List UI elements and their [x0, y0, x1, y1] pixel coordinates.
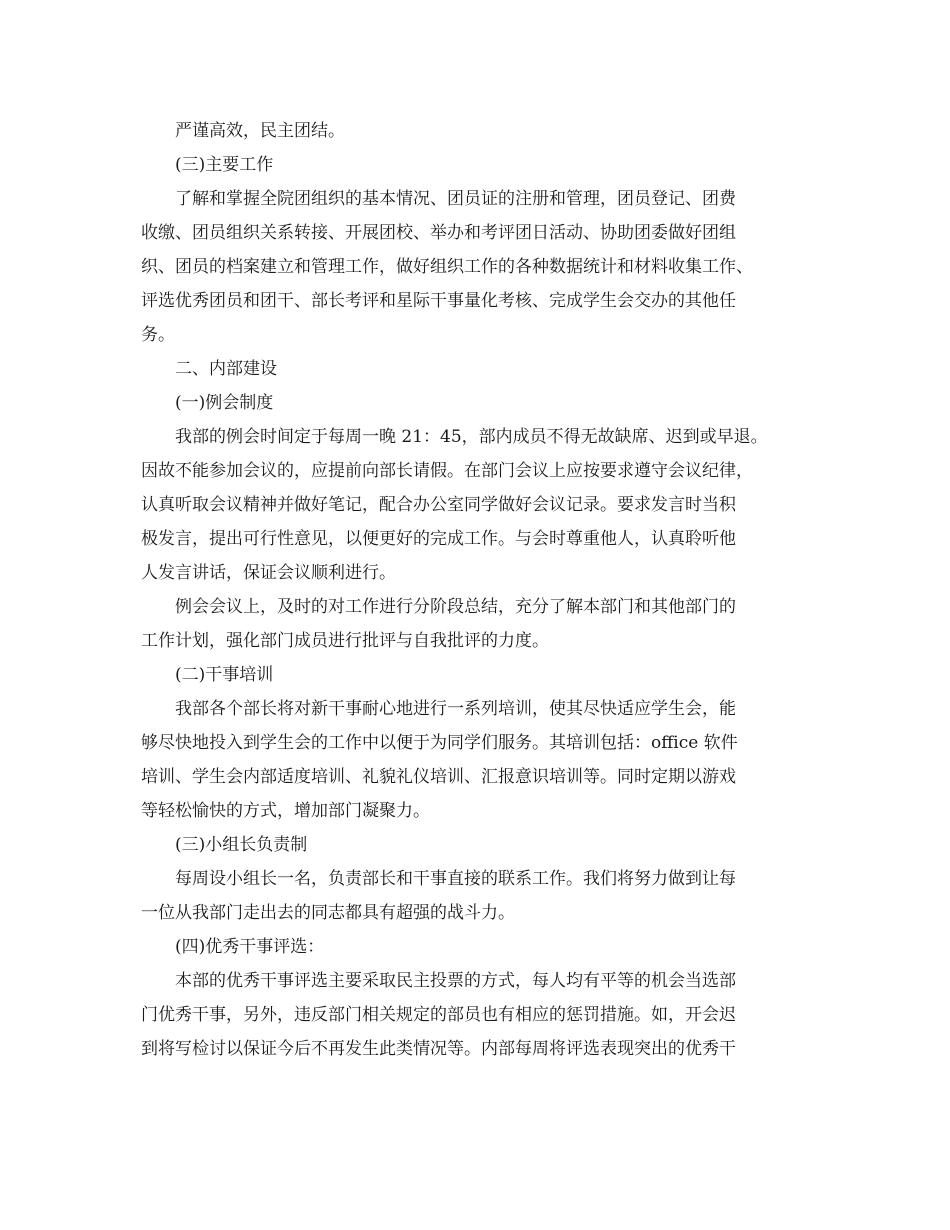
section-heading: (一)例会制度 — [175, 393, 274, 413]
paragraph-line: 例会会议上，及时的对工作进行分阶段总结，充分了解本部门和其他部门的 — [175, 597, 736, 617]
paragraph-line: 门优秀干事，另外，违反部门相关规定的部员也有相应的惩罚措施。如，开会迟 — [141, 1005, 736, 1025]
paragraph-line: 认真听取会议精神并做好笔记，配合办公室同学做好会议记录。要求发言时当积 — [141, 495, 736, 515]
paragraph-line: 等轻松愉快的方式，增加部门凝聚力。 — [141, 801, 430, 821]
paragraph-line: 务。 — [141, 325, 175, 345]
section-heading: 二、内部建设 — [175, 359, 277, 379]
section-heading: (三)小组长负责制 — [175, 835, 308, 855]
paragraph-line: 工作计划，强化部门成员进行批评与自我批评的力度。 — [141, 631, 549, 651]
paragraph-line: 一位从我部门走出去的同志都具有超强的战斗力。 — [141, 903, 515, 923]
section-heading: (二)干事培训 — [175, 665, 274, 685]
paragraph-line: 培训、学生会内部适度培训、礼貌礼仪培训、汇报意识培训等。同时定期以游戏 — [141, 767, 736, 787]
paragraph-line: 了解和掌握全院团组织的基本情况、团员证的注册和管理，团员登记、团费 — [175, 189, 736, 209]
paragraph-line: 每周设小组长一名，负责部长和干事直接的联系工作。我们将努力做到让每 — [175, 869, 736, 889]
paragraph-line: 我部的例会时间定于每周一晚 21：45，部内成员不得无故缺席、迟到或早退。 — [175, 427, 768, 447]
paragraph-line: 织、团员的档案建立和管理工作，做好组织工作的各种数据统计和材料收集工作、 — [141, 257, 753, 277]
paragraph-line: 本部的优秀干事评选主要采取民主投票的方式，每人均有平等的机会当选部 — [175, 971, 736, 991]
paragraph-line: 评选优秀团员和团干、部长考评和星际干事量化考核、完成学生会交办的其他任 — [141, 291, 736, 311]
paragraph-line: 收缴、团员组织关系转接、开展团校、举办和考评团日活动、协助团委做好团组 — [141, 223, 736, 243]
paragraph-line: 严谨高效，民主团结。 — [175, 121, 345, 141]
paragraph-line: 人发言讲话，保证会议顺利进行。 — [141, 563, 396, 583]
paragraph-line: 够尽快地投入到学生会的工作中以便于为同学们服务。其培训包括：office 软件 — [141, 733, 738, 753]
document-body — [141, 114, 809, 1066]
paragraph-line: 我部各个部长将对新干事耐心地进行一系列培训，使其尽快适应学生会，能 — [175, 699, 736, 719]
paragraph-line: 极发言，提出可行性意见，以便更好的完成工作。与会时尊重他人，认真聆听他 — [141, 529, 736, 549]
section-heading: (三)主要工作 — [175, 155, 274, 175]
paragraph-line: 因故不能参加会议的，应提前向部长请假。在部门会议上应按要求遵守会议纪律， — [141, 461, 753, 481]
paragraph-line: 到将写检讨以保证今后不再发生此类情况等。内部每周将评选表现突出的优秀干 — [141, 1039, 736, 1059]
section-heading: (四)优秀干事评选： — [175, 937, 325, 957]
